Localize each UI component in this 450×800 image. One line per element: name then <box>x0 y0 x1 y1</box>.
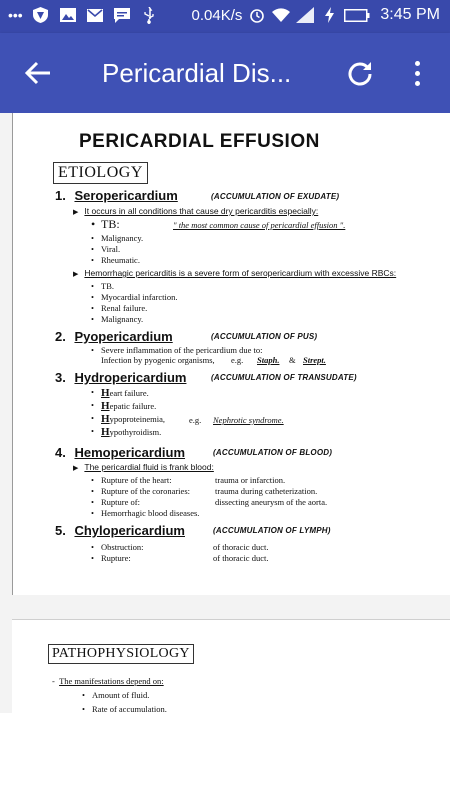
document-page-1 <box>12 113 450 595</box>
list-item-detail: dissecting aneurysm of the aorta. <box>215 497 328 507</box>
list-item: • Amount of fluid. <box>92 690 149 700</box>
page-title: Pericardial Dis... <box>102 58 292 88</box>
refresh-icon <box>347 60 373 86</box>
list-item: • TB: <box>101 217 120 232</box>
more-vert-icon <box>415 61 420 66</box>
section-chylopericardium: 5. Chylopericardium <box>55 523 185 538</box>
list-item: • Hepatic failure. <box>101 400 156 412</box>
list-item: • Viral. <box>101 244 120 254</box>
tb-quote: " the most common cause of pericardial effusion ". <box>173 220 346 230</box>
arrow-note: ▶ The pericardial fluid is frank blood: <box>73 462 214 472</box>
list-item: - The manifestations depend on: <box>52 676 164 686</box>
organism-1: Staph. <box>257 355 280 365</box>
section-note: (ACCUMULATION OF PUS) <box>211 332 318 341</box>
section-name: Pyopericardium <box>74 329 173 344</box>
arrow-note: ▶ Hemorrhagic pericarditis is a severe form of seropericardium with excessive RBCs: <box>73 268 397 278</box>
document-title: PERICARDIAL EFFUSION <box>79 131 320 152</box>
usb-icon <box>140 6 158 24</box>
list-item: • Rupture of the heart: <box>101 475 172 485</box>
list-item: • Renal failure. <box>101 303 147 313</box>
document-page-2 <box>12 619 450 713</box>
shield-icon <box>32 6 50 24</box>
list-item: • Heart failure. <box>101 387 149 399</box>
list-item: • Myocardial infarction. <box>101 292 177 302</box>
back-button[interactable] <box>20 55 56 91</box>
signal-icon <box>296 6 314 24</box>
list-item: • Severe inflammation of the pericardium due to: <box>101 345 262 355</box>
battery-icon <box>344 6 370 24</box>
status-bar <box>0 0 450 33</box>
more-options-button[interactable] <box>402 55 432 91</box>
eg-label: e.g. <box>231 355 244 365</box>
section-name: Chylopericardium <box>74 523 185 538</box>
alarm-icon <box>248 6 266 24</box>
image-icon <box>59 6 77 24</box>
status-notifications <box>8 6 158 24</box>
section-note: (ACCUMULATION OF BLOOD) <box>213 448 333 457</box>
charging-icon <box>320 6 338 24</box>
section-seropericardium: 1. Seropericardium <box>55 188 178 203</box>
list-item: • Rupture of the coronaries: <box>101 486 190 496</box>
section-hydropericardium: 3. Hydropericardium <box>55 370 187 385</box>
list-item-detail: of thoracic duct. <box>213 542 269 552</box>
list-item: • Hypothyroidism. <box>101 426 161 438</box>
eg-label: e.g. <box>189 415 202 425</box>
list-item: • Rate of accumulation. <box>92 704 167 713</box>
section-hemopericardium: 4. Hemopericardium <box>55 445 186 460</box>
list-item-detail: of thoracic duct. <box>213 553 269 563</box>
section-note: (ACCUMULATION OF LYMPH) <box>213 526 331 535</box>
list-item: • TB. <box>101 281 114 291</box>
chat-icon <box>113 6 131 24</box>
list-item-detail: trauma during catheterization. <box>215 486 318 496</box>
app-bar <box>0 33 450 113</box>
arrow-note: ▶ It occurs in all conditions that cause dry pericarditis especially: <box>73 206 319 216</box>
section-name: Hydropericardium <box>74 370 187 385</box>
section-name: Seropericardium <box>74 188 178 203</box>
refresh-button[interactable] <box>342 55 378 91</box>
list-item: • Hypoproteinemia, <box>101 413 165 425</box>
section-name: Hemopericardium <box>74 445 186 460</box>
example: Nephrotic syndrome. <box>213 415 284 425</box>
list-item: • Malignancy. <box>101 314 143 324</box>
list-item: • Malignancy. <box>101 233 143 243</box>
network-speed: 0.04K/s <box>191 6 243 24</box>
wifi-icon <box>272 6 290 24</box>
organism-2: Strept. <box>303 355 326 365</box>
list-item: • Hemorrhagic blood diseases. <box>101 508 199 518</box>
clock: 3:45 PM <box>380 6 440 23</box>
etiology-header: ETIOLOGY <box>53 162 148 184</box>
arrow-back-icon <box>25 61 51 85</box>
list-item-detail: trauma or infarction. <box>215 475 286 485</box>
section-note: (ACCUMULATION OF EXUDATE) <box>211 192 340 201</box>
amp: & <box>289 355 296 365</box>
more-notifications-icon: ••• <box>8 7 23 23</box>
list-item: • Rupture: <box>101 553 131 563</box>
pathophysiology-header: PATHOPHYSIOLOGY <box>48 644 194 664</box>
mail-icon <box>86 6 104 24</box>
status-system <box>192 6 440 24</box>
section-note: (ACCUMULATION OF TRANSUDATE) <box>211 373 357 382</box>
list-item-cont: Infection by pyogenic organisms, <box>101 355 215 365</box>
list-item: • Obstruction: <box>101 542 144 552</box>
list-item: • Rupture of: <box>101 497 140 507</box>
document-viewer[interactable] <box>0 113 450 713</box>
section-pyopericardium: 2. Pyopericardium <box>55 329 173 344</box>
list-item: • Rheumatic. <box>101 255 140 265</box>
